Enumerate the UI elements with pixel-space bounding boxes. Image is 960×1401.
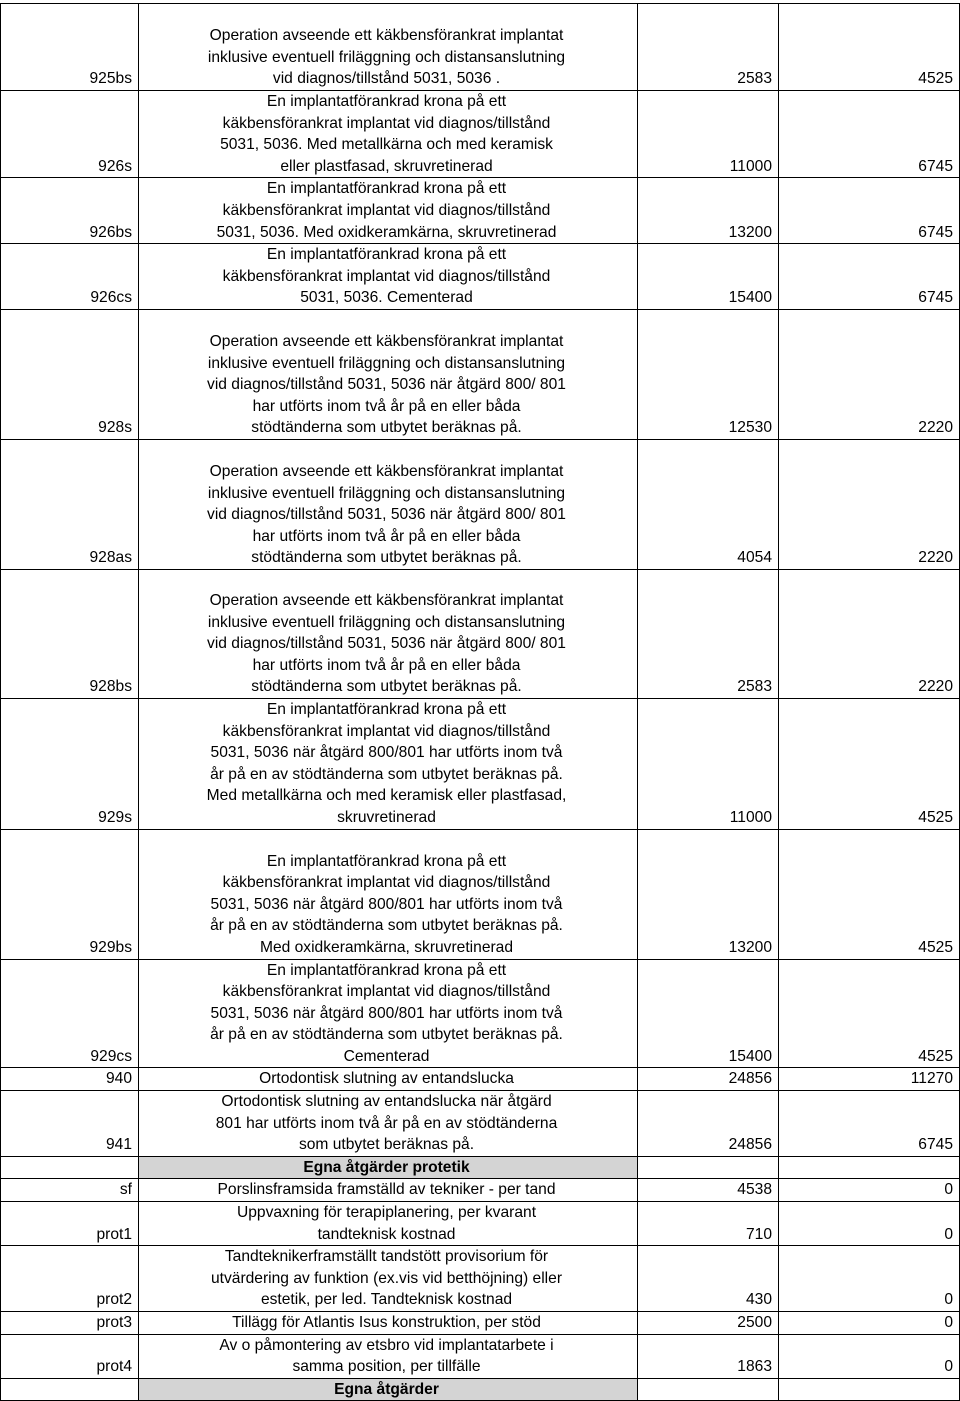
description-line: Egna åtgärder protetik bbox=[303, 1158, 470, 1176]
description-line: stödtänderna som utbytet beräknas på. bbox=[251, 549, 522, 567]
procedure-code: sf bbox=[1, 1179, 139, 1202]
table-row bbox=[1, 309, 960, 439]
description-line: käkbensförankrat implantat vid diagnos/tillstånd bbox=[222, 874, 551, 892]
description-line: käkbensförankrat implantat vid diagnos/tillstånd bbox=[222, 201, 551, 219]
table-row bbox=[1, 91, 960, 178]
procedure-description bbox=[139, 1179, 638, 1202]
description-line: Operation avseende ett käkbensförankrat implantat bbox=[209, 27, 564, 45]
description-line: Uppvaxning för terapiplanering, per kvarant bbox=[236, 1204, 537, 1222]
table-row bbox=[1, 1091, 960, 1157]
procedure-code: 929s bbox=[1, 698, 139, 829]
table-row bbox=[1, 698, 960, 829]
description-line: 5031, 5036. Cementerad bbox=[300, 289, 473, 307]
table-row bbox=[1, 569, 960, 698]
description-line: Av o påmontering av etsbro vid implantatarbete i bbox=[219, 1336, 554, 1354]
section-header bbox=[139, 1156, 638, 1179]
price-table bbox=[0, 3, 960, 1401]
section-header-row bbox=[1, 1156, 960, 1179]
procedure-code: 929bs bbox=[1, 829, 139, 959]
description-line: vid diagnos/tillstånd 5031, 5036 när åtgärd 800/ 801 bbox=[207, 376, 566, 394]
secondary-amount: 0 bbox=[779, 1334, 960, 1378]
description-line: 5031, 5036 när åtgärd 800/801 har utförts inom två bbox=[210, 895, 563, 913]
description-line: Operation avseende ett käkbensförankrat implantat bbox=[209, 462, 564, 480]
procedure-code: 926s bbox=[1, 91, 139, 178]
description-line: inklusive eventuell friläggning och distansanslutning bbox=[207, 484, 566, 502]
description-line: Med oxidkeramkärna, skruvretinerad bbox=[259, 938, 514, 956]
description-line: käkbensförankrat implantat vid diagnos/tillstånd bbox=[222, 114, 551, 132]
procedure-code: 929cs bbox=[1, 959, 139, 1068]
procedure-code: 926bs bbox=[1, 178, 139, 244]
procedure-description bbox=[139, 1334, 638, 1378]
description-line: vid diagnos/tillstånd 5031, 5036 när åtgärd 800/ 801 bbox=[207, 635, 566, 653]
secondary-amount: 0 bbox=[779, 1246, 960, 1312]
description-line: har utförts inom två år på en eller båda bbox=[252, 656, 521, 674]
procedure-description bbox=[139, 439, 638, 569]
description-line: vid diagnos/tillstånd 5031, 5036 när åtgärd 800/ 801 bbox=[207, 506, 566, 524]
description-line: En implantatförankrad krona på ett bbox=[266, 93, 507, 110]
description-line: inklusive eventuell friläggning och distansanslutning bbox=[207, 48, 566, 66]
procedure-code: 941 bbox=[1, 1091, 139, 1157]
section-header-row bbox=[1, 1378, 960, 1401]
description-line: Ortodontisk slutning av entandslucka bbox=[259, 1070, 514, 1088]
secondary-amount: 0 bbox=[779, 1312, 960, 1335]
reference-price: 15400 bbox=[638, 959, 779, 1068]
description-line: inklusive eventuell friläggning och distansanslutning bbox=[207, 354, 566, 372]
procedure-description bbox=[139, 698, 638, 829]
secondary-amount: 2220 bbox=[779, 439, 960, 569]
reference-price: 11000 bbox=[638, 91, 779, 178]
secondary-amount: 6745 bbox=[779, 1091, 960, 1157]
description-line: stödtänderna som utbytet beräknas på. bbox=[251, 678, 522, 696]
price-table-body bbox=[1, 4, 960, 1401]
description-line: stödtänderna som utbytet beräknas på. bbox=[251, 419, 522, 437]
description-line: eller plastfasad, skruvretinerad bbox=[280, 157, 493, 175]
procedure-description bbox=[139, 244, 638, 310]
description-line: En implantatförankrad krona på ett bbox=[266, 246, 507, 264]
table-row bbox=[1, 1068, 960, 1091]
reference-price: 13200 bbox=[638, 178, 779, 244]
procedure-code bbox=[1, 1156, 139, 1179]
description-line: käkbensförankrat implantat vid diagnos/tillstånd bbox=[222, 722, 551, 740]
secondary-amount bbox=[779, 1156, 960, 1179]
procedure-description bbox=[139, 1246, 638, 1312]
table-row bbox=[1, 1246, 960, 1312]
description-line: vid diagnos/tillstånd 5031, 5036 . bbox=[272, 70, 501, 88]
procedure-code: 940 bbox=[1, 1068, 139, 1091]
section-header bbox=[139, 1378, 638, 1401]
procedure-description bbox=[139, 1202, 638, 1246]
table-row bbox=[1, 1334, 960, 1378]
procedure-description bbox=[139, 829, 638, 959]
procedure-description bbox=[139, 569, 638, 698]
secondary-amount: 6745 bbox=[779, 91, 960, 178]
procedure-description bbox=[139, 1068, 638, 1091]
table-row bbox=[1, 1202, 960, 1246]
secondary-amount: 4525 bbox=[779, 698, 960, 829]
description-line: som utbytet beräknas på. bbox=[298, 1136, 475, 1154]
procedure-description bbox=[139, 4, 638, 91]
description-line: En implantatförankrad krona på ett bbox=[266, 180, 507, 198]
description-line: inklusive eventuell friläggning och distansanslutning bbox=[207, 613, 566, 631]
description-line: har utförts inom två år på en eller båda bbox=[252, 397, 521, 415]
table-row bbox=[1, 1179, 960, 1202]
description-line: En implantatförankrad krona på ett bbox=[266, 852, 507, 870]
procedure-description bbox=[139, 91, 638, 178]
procedure-code: prot1 bbox=[1, 1202, 139, 1246]
secondary-amount: 0 bbox=[779, 1179, 960, 1202]
description-line: Porslinsframsida framställd av tekniker - per tand bbox=[217, 1181, 556, 1199]
procedure-code: prot3 bbox=[1, 1312, 139, 1335]
table-row bbox=[1, 244, 960, 310]
reference-price bbox=[638, 1156, 779, 1179]
secondary-amount: 6745 bbox=[779, 244, 960, 310]
reference-price bbox=[638, 1378, 779, 1401]
procedure-code: 925bs bbox=[1, 4, 139, 91]
secondary-amount: 11270 bbox=[779, 1068, 960, 1091]
description-line: år på en av stödtänderna som utbytet beräknas på. bbox=[210, 765, 563, 783]
reference-price: 2500 bbox=[638, 1312, 779, 1335]
description-line: samma position, per tillfälle bbox=[292, 1358, 481, 1376]
description-line: utvärdering av funktion (ex.vis vid betthöjning) eller bbox=[210, 1269, 563, 1287]
description-line: 5031, 5036. Med oxidkeramkärna, skruvretinerad bbox=[216, 223, 557, 241]
procedure-code: prot2 bbox=[1, 1246, 139, 1312]
description-line: 801 har utförts inom två år på en av stödtänderna bbox=[215, 1114, 558, 1132]
table-row bbox=[1, 178, 960, 244]
description-line: 5031, 5036 när åtgärd 800/801 har utförts inom två bbox=[210, 1004, 563, 1022]
description-line: Tillägg för Atlantis Isus konstruktion, per stöd bbox=[232, 1314, 541, 1331]
reference-price: 710 bbox=[638, 1202, 779, 1246]
reference-price: 13200 bbox=[638, 829, 779, 959]
procedure-code: prot4 bbox=[1, 1334, 139, 1378]
table-row bbox=[1, 1312, 960, 1335]
description-line: har utförts inom två år på en eller båda bbox=[252, 527, 521, 545]
procedure-description bbox=[139, 1312, 638, 1335]
reference-price: 2583 bbox=[638, 4, 779, 91]
secondary-amount: 2220 bbox=[779, 569, 960, 698]
description-line: Ortodontisk slutning av entandslucka när åtgärd bbox=[221, 1093, 552, 1111]
reference-price: 1863 bbox=[638, 1334, 779, 1378]
description-line: Med metallkärna och med keramisk eller plastfasad, bbox=[206, 787, 567, 805]
reference-price: 4538 bbox=[638, 1179, 779, 1202]
reference-price: 430 bbox=[638, 1246, 779, 1312]
procedure-code: 928bs bbox=[1, 569, 139, 698]
reference-price: 11000 bbox=[638, 698, 779, 829]
table-row bbox=[1, 829, 960, 959]
description-line: käkbensförankrat implantat vid diagnos/tillstånd bbox=[222, 983, 551, 1001]
description-line: tandteknisk kostnad bbox=[317, 1225, 456, 1243]
reference-price: 24856 bbox=[638, 1068, 779, 1091]
description-line: Operation avseende ett käkbensförankrat implantat bbox=[209, 591, 564, 609]
description-line: 5031, 5036 när åtgärd 800/801 har utförts inom två bbox=[210, 744, 563, 762]
description-line: skruvretinerad bbox=[337, 808, 436, 826]
procedure-code: 928s bbox=[1, 309, 139, 439]
reference-price: 12530 bbox=[638, 309, 779, 439]
table-row bbox=[1, 4, 960, 91]
procedure-code: 928as bbox=[1, 439, 139, 569]
description-line: år på en av stödtänderna som utbytet beräknas på. bbox=[210, 1026, 563, 1044]
secondary-amount: 6745 bbox=[779, 178, 960, 244]
secondary-amount: 4525 bbox=[779, 829, 960, 959]
procedure-code bbox=[1, 1378, 139, 1401]
description-line: estetik, per led. Tandteknisk kostnad bbox=[260, 1291, 513, 1309]
secondary-amount: 4525 bbox=[779, 4, 960, 91]
secondary-amount: 2220 bbox=[779, 309, 960, 439]
secondary-amount: 0 bbox=[779, 1202, 960, 1246]
description-line: Tandteknikerframställt tandstött provisorium för bbox=[224, 1248, 549, 1266]
table-row bbox=[1, 439, 960, 569]
description-line: Egna åtgärder bbox=[334, 1380, 439, 1398]
reference-price: 15400 bbox=[638, 244, 779, 310]
description-line: En implantatförankrad krona på ett bbox=[266, 961, 507, 979]
procedure-description bbox=[139, 178, 638, 244]
description-line: 5031, 5036. Med metallkärna och med keramisk bbox=[220, 136, 553, 154]
secondary-amount: 4525 bbox=[779, 959, 960, 1068]
description-line: år på en av stödtänderna som utbytet beräknas på. bbox=[210, 917, 563, 935]
description-line: Cementerad bbox=[343, 1047, 430, 1065]
reference-price: 2583 bbox=[638, 569, 779, 698]
description-line: Operation avseende ett käkbensförankrat implantat bbox=[209, 332, 564, 350]
description-line: En implantatförankrad krona på ett bbox=[266, 700, 507, 718]
procedure-description bbox=[139, 309, 638, 439]
procedure-description bbox=[139, 1091, 638, 1157]
procedure-description bbox=[139, 959, 638, 1068]
table-row bbox=[1, 959, 960, 1068]
secondary-amount bbox=[779, 1378, 960, 1401]
reference-price: 4054 bbox=[638, 439, 779, 569]
reference-price: 24856 bbox=[638, 1091, 779, 1157]
procedure-code: 926cs bbox=[1, 244, 139, 310]
description-line: käkbensförankrat implantat vid diagnos/tillstånd bbox=[222, 267, 551, 285]
